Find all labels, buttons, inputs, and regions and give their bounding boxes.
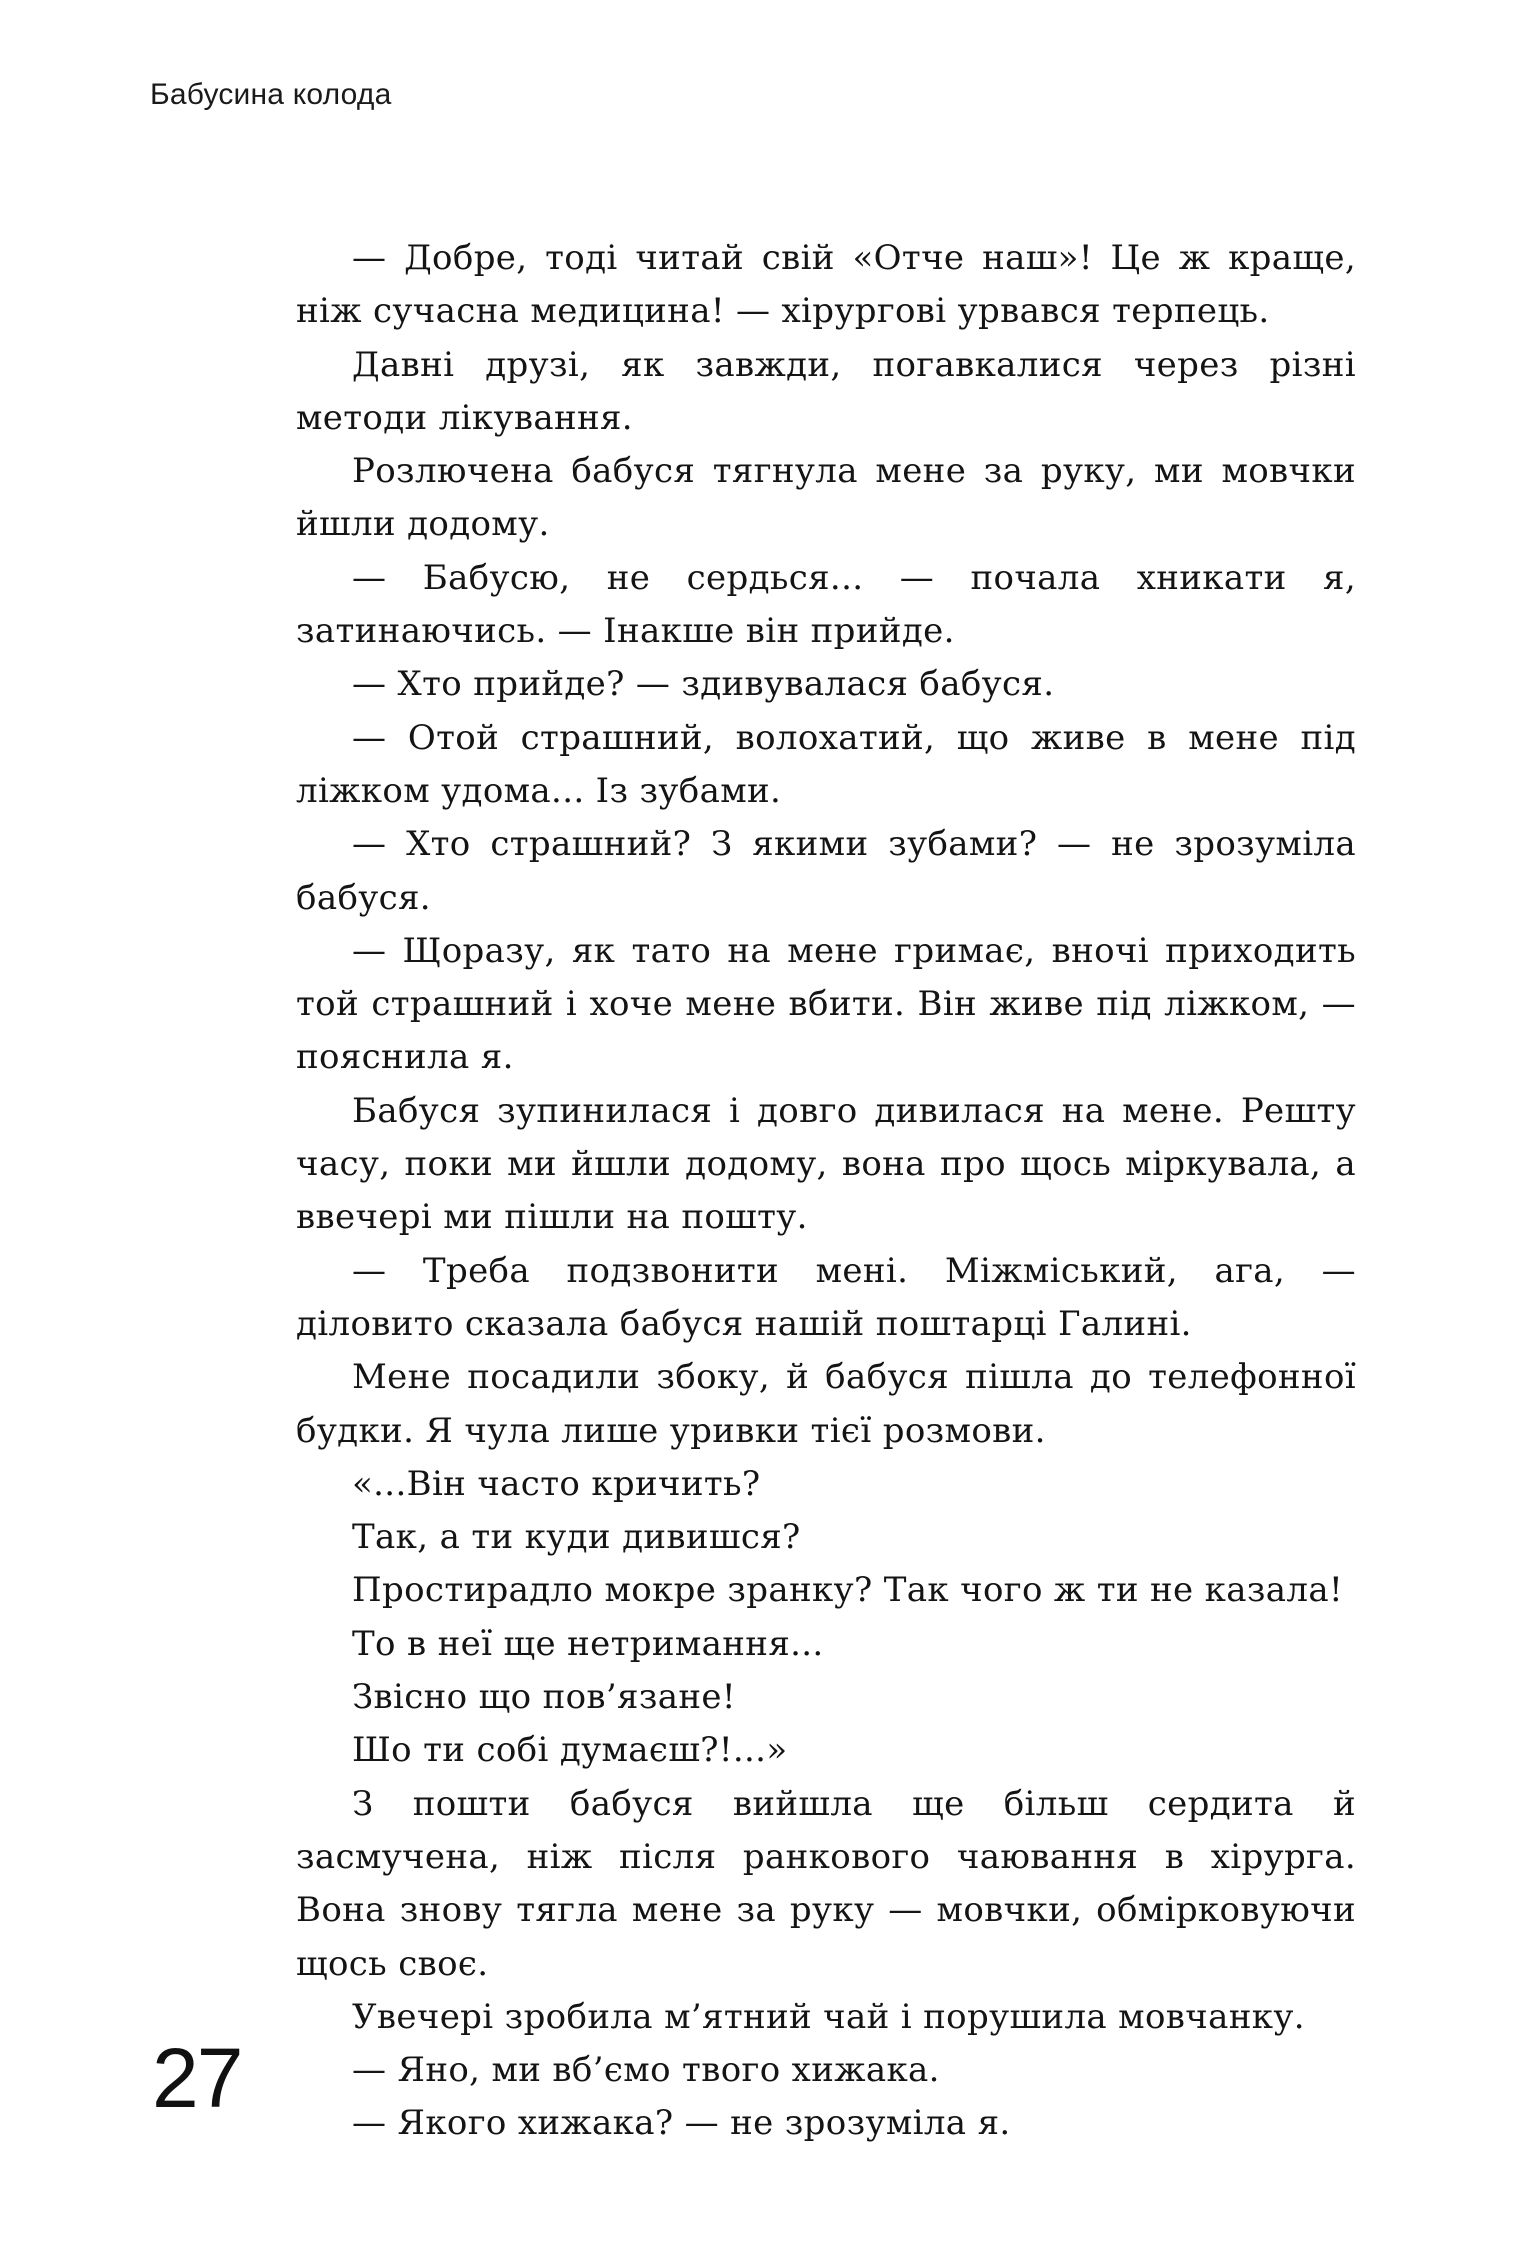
running-header: Бабусина колода xyxy=(150,78,392,111)
paragraph: — Добре, тоді читай свій «Отче наш»! Це ж краще, ніж сучасна медицина! — хірургові урвався терпець. xyxy=(296,238,1356,332)
paragraph: — Яно, ми вб’ємо твого хижака. xyxy=(352,2050,940,2091)
paragraph: — Щоразу, як тато на мене гримає, вночі приходить той страшний і хоче мене вбити. Він живе під ліжком, — пояснила я. xyxy=(296,930,1356,1078)
paragraph: — Хто прийде? — здивувалася бабуся. xyxy=(352,664,1055,705)
body-text xyxy=(296,232,1356,2151)
paragraph: Мене посадили збоку, й бабуся пішла до телефонної будки. Я чула лише уривки тієї розмови. xyxy=(296,1357,1356,1451)
paragraph: Увечері зробила м’ятний чай і порушила мовчанку. xyxy=(352,1996,1305,2037)
quoted-line: Так, а ти куди дивишся? xyxy=(352,1517,801,1558)
quoted-line: Звісно що пов’язане! xyxy=(352,1677,736,1718)
quoted-line: Шо ти собі думаєш?!...» xyxy=(352,1730,788,1771)
quoted-line: «...Він часто кричить? xyxy=(352,1463,761,1504)
paragraph: Бабуся зупинилася і довго дивилася на мене. Решту часу, поки ми йшли додому, вона про щось міркувала, а ввечері ми пішли на пошту. xyxy=(296,1090,1356,1238)
quoted-line: Простирадло мокре зранку? Так чого ж ти не казала! xyxy=(352,1570,1343,1611)
paragraph: — Бабусю, не сердься... — почала хникати я, затинаючись. — Інакше він прийде. xyxy=(296,557,1356,652)
paragraph: Розлючена бабуся тягнула мене за руку, ми мовчки йшли додому. xyxy=(296,451,1356,545)
paragraph: Давні друзі, як завжди, погавкалися через різні методи лікування. xyxy=(296,344,1356,438)
paragraph: — Хто страшний? З якими зубами? — не зрозуміла бабуся. xyxy=(296,824,1356,918)
paragraph: — Якого хижака? — не зрозуміла я. xyxy=(352,2103,1011,2144)
page-number: 27 xyxy=(152,2031,242,2125)
paragraph: — Треба подзвонити мені. Міжміський, ага, — діловито сказала бабуся нашій поштарці Галині. xyxy=(296,1250,1356,1344)
paragraph: З пошти бабуся вийшла ще більш сердита й засмучена, ніж після ранкового чаювання в хірурга. Вона знову тягла мене за руку — мовчки, обмірковуючи щось своє. xyxy=(296,1783,1356,1984)
quoted-line: То в неї ще нетримання... xyxy=(352,1623,824,1664)
paragraph: — Отой страшний, волохатий, що живе в мене під ліжком удома... Із зубами. xyxy=(296,717,1356,811)
